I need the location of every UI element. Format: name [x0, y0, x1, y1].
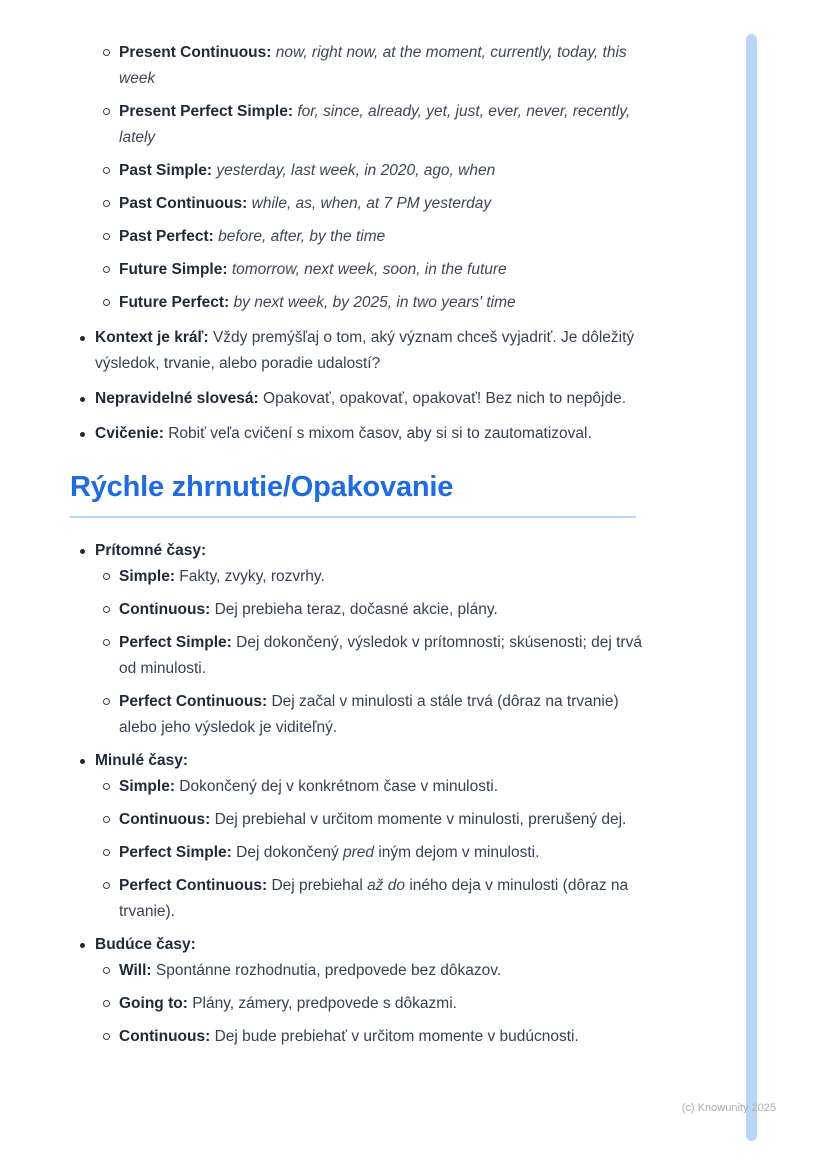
term-keywords: while, as, when, at 7 PM yesterday — [251, 195, 492, 212]
list-item — [103, 290, 828, 316]
term-keywords: by next week, by 2025, in two years' time — [233, 294, 516, 311]
list-item — [103, 597, 828, 623]
term-label: Past Perfect: — [119, 228, 214, 245]
list-item-text — [119, 40, 651, 92]
list-item — [103, 991, 828, 1017]
list-item — [103, 224, 828, 250]
list-item-text: Will: Spontánne rozhodnutia, predpovede bez dôkazov. — [119, 962, 502, 979]
section-heading: Rýchle zhrnutie/Opakovanie — [70, 471, 454, 503]
list-item — [103, 630, 828, 682]
circle-bullet-icon — [103, 698, 110, 705]
list-item — [103, 40, 828, 92]
list-item — [103, 958, 828, 984]
term-label: Future Simple: — [119, 261, 228, 278]
list-item-text: Simple: Dokončený dej v konkrétnom čase v minulosti. — [119, 778, 499, 795]
tip-text: Opakovať, opakovať, opakovať! Bez nich to nepôjde. — [263, 390, 626, 407]
circle-bullet-icon — [103, 49, 110, 56]
bullet-icon — [80, 397, 85, 402]
tips-list — [70, 325, 828, 447]
term-label: Present Continuous: — [119, 44, 272, 61]
list-item — [103, 99, 828, 151]
term-label: Perfect Continuous: — [119, 877, 268, 894]
list-item — [103, 774, 828, 800]
list-item — [80, 421, 828, 447]
circle-bullet-icon — [103, 1000, 110, 1007]
list-item-text — [119, 224, 385, 250]
list-item-text: Continuous: Dej bude prebiehať v určitom momente v budúcnosti. — [119, 1028, 579, 1045]
term-label: Continuous: — [119, 811, 211, 828]
bullet-icon — [80, 432, 85, 437]
list-item-text: Simple: Fakty, zvyky, rozvrhy. — [119, 568, 325, 585]
list-item-text — [119, 191, 491, 217]
list-item-text — [95, 325, 651, 377]
term-label: Simple: — [119, 568, 175, 585]
list-item-text — [119, 290, 516, 316]
term-label: Perfect Continuous: — [119, 693, 268, 710]
tip-label: Nepravidelné slovesá: — [95, 390, 259, 407]
group-label: Budúce časy: — [95, 936, 196, 953]
list-item — [103, 1024, 828, 1050]
list-item — [103, 191, 828, 217]
list-item — [103, 257, 828, 283]
list-item-text: Continuous: Dej prebiehal v určitom momente v minulosti, prerušený dej. — [119, 811, 627, 828]
term-label: Continuous: — [119, 601, 211, 618]
summary-group — [70, 932, 828, 1050]
circle-bullet-icon — [103, 967, 110, 974]
circle-bullet-icon — [103, 882, 110, 889]
circle-bullet-icon — [103, 783, 110, 790]
section-divider — [70, 516, 636, 518]
list-item — [80, 386, 828, 412]
list-item-text: Perfect Continuous: Dej začal v minulosti a stále trvá (dôraz na trvanie) alebo jeho výsledok je viditeľný. — [119, 693, 619, 736]
list-item-text — [95, 421, 592, 447]
tip-label: Cvičenie: — [95, 425, 164, 442]
circle-bullet-icon — [103, 606, 110, 613]
tip-text: Vždy premýšľaj o tom, aký význam chceš vyjadriť. Je dôležitý výsledok, trvanie, alebo poradie udalostí? — [95, 329, 635, 372]
list-item — [103, 564, 828, 590]
circle-bullet-icon — [103, 1033, 110, 1040]
list-item-text: Continuous: Dej prebieha teraz, dočasné akcie, plány. — [119, 601, 498, 618]
list-item-text — [95, 386, 626, 412]
circle-bullet-icon — [103, 816, 110, 823]
term-label: Continuous: — [119, 1028, 211, 1045]
term-label: Past Simple: — [119, 162, 213, 179]
tip-label: Kontext je kráľ: — [95, 329, 209, 346]
bullet-icon — [80, 759, 85, 764]
term-keywords: before, after, by the time — [218, 228, 386, 245]
group-label-row — [80, 538, 828, 564]
term-keywords: now, right now, at the moment, currently, today, this week — [119, 44, 627, 87]
term-keywords: yesterday, last week, in 2020, ago, when — [216, 162, 496, 179]
group-label: Prítomné časy: — [95, 542, 207, 559]
list-item — [103, 807, 828, 833]
term-keywords: tomorrow, next week, soon, in the future — [231, 261, 507, 278]
term-label: Perfect Simple: — [119, 844, 232, 861]
list-item-text — [119, 257, 507, 283]
list-item — [103, 840, 828, 866]
list-item-text: Perfect Continuous: Dej prebiehal až do iného deja v minulosti (dôraz na trvanie). — [119, 877, 629, 920]
circle-bullet-icon — [103, 849, 110, 856]
bullet-icon — [80, 336, 85, 341]
circle-bullet-icon — [103, 233, 110, 240]
list-item — [103, 873, 828, 925]
term-label: Past Continuous: — [119, 195, 248, 212]
term-label: Present Perfect Simple: — [119, 103, 294, 120]
group-label-row — [80, 748, 828, 774]
list-item-text: Perfect Simple: Dej dokončený pred iným dejom v minulosti. — [119, 844, 540, 861]
bullet-icon — [80, 549, 85, 554]
circle-bullet-icon — [103, 299, 110, 306]
tense-keywords-list — [70, 40, 828, 316]
circle-bullet-icon — [103, 639, 110, 646]
summary-group — [70, 538, 828, 741]
summary-group — [70, 748, 828, 925]
term-keywords: for, since, already, yet, just, ever, never, recently, lately — [119, 103, 631, 146]
circle-bullet-icon — [103, 200, 110, 207]
group-label-row — [80, 932, 828, 958]
list-item-text: Perfect Simple: Dej dokončený, výsledok v prítomnosti; skúsenosti; dej trvá od minulosti. — [119, 634, 642, 677]
scrollbar-thumb[interactable] — [746, 34, 757, 1141]
term-label: Perfect Simple: — [119, 634, 232, 651]
tip-text: Robiť veľa cvičení s mixom časov, aby si si to zautomatizoval. — [168, 425, 592, 442]
bullet-icon — [80, 943, 85, 948]
list-item — [103, 158, 828, 184]
copyright-watermark: (c) Knowunity 2025 — [681, 1102, 776, 1114]
circle-bullet-icon — [103, 573, 110, 580]
list-item — [80, 325, 828, 377]
term-label: Simple: — [119, 778, 175, 795]
group-label: Minulé časy: — [95, 752, 189, 769]
circle-bullet-icon — [103, 266, 110, 273]
list-item-text — [119, 99, 651, 151]
term-label: Future Perfect: — [119, 294, 230, 311]
circle-bullet-icon — [103, 108, 110, 115]
list-item — [103, 689, 828, 741]
term-label: Will: — [119, 962, 152, 979]
list-item-text — [119, 158, 495, 184]
circle-bullet-icon — [103, 167, 110, 174]
term-label: Going to: — [119, 995, 188, 1012]
list-item-text: Going to: Plány, zámery, predpovede s dôkazmi. — [119, 995, 457, 1012]
